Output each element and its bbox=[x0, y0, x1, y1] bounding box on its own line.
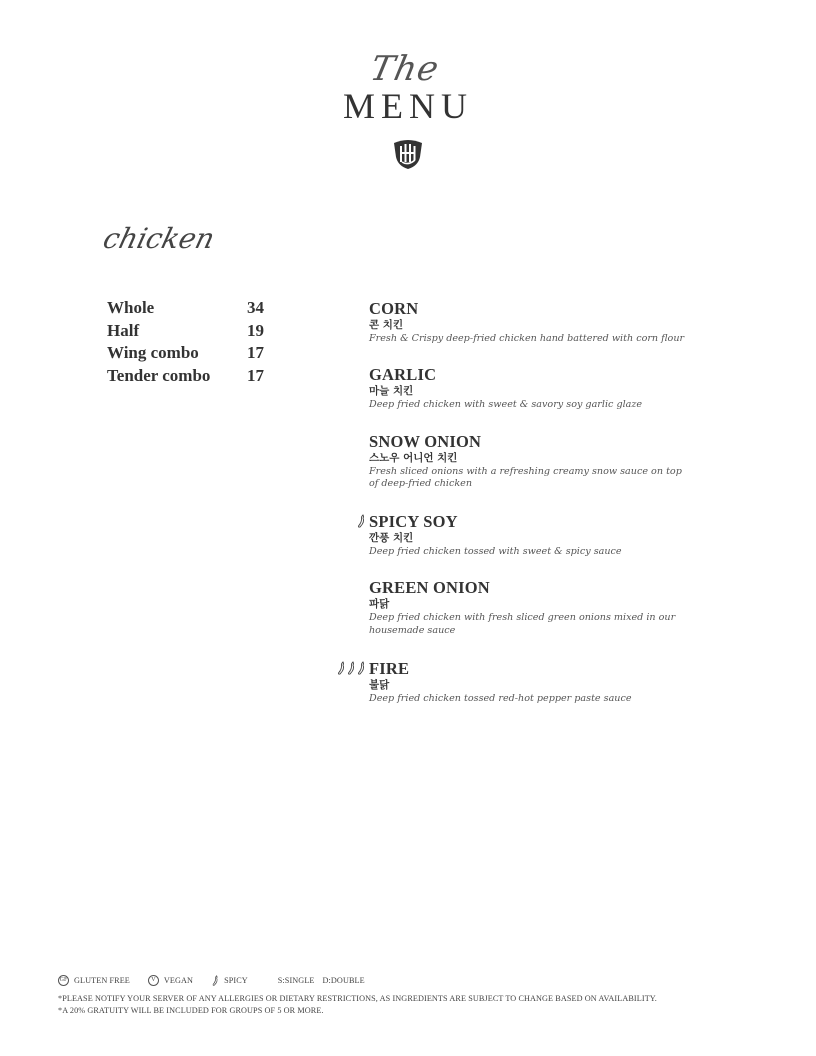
price-name: Tender combo bbox=[107, 365, 211, 385]
price-value: 17 bbox=[247, 343, 264, 363]
price-row bbox=[107, 298, 264, 321]
item-name: GARLIC bbox=[369, 365, 437, 385]
item-korean-name: 마늘 치킨 bbox=[369, 385, 414, 398]
spicy-label: SPICY bbox=[224, 976, 248, 985]
price-value: 34 bbox=[247, 298, 264, 317]
vegan-icon: V bbox=[148, 975, 159, 986]
item-name: SNOW ONION bbox=[369, 431, 482, 451]
menu-title: MENU bbox=[343, 86, 473, 126]
item-korean-name: 불닭 bbox=[369, 679, 390, 692]
item-korean-name: 깐풍 치킨 bbox=[369, 532, 414, 545]
price-list bbox=[107, 298, 264, 388]
restaurant-logo-icon bbox=[391, 138, 425, 170]
spice-indicator bbox=[357, 514, 366, 528]
item-korean-name: 스노우 어니언 치킨 bbox=[369, 451, 458, 464]
price-name: Half bbox=[107, 320, 140, 340]
item-name: SPICY SOY bbox=[369, 512, 458, 532]
the-script-title: The bbox=[366, 49, 444, 89]
menu-item bbox=[369, 365, 689, 411]
double-label: D:DOUBLE bbox=[322, 976, 365, 985]
gratuity-note: *A 20% GRATUITY WILL BE INCLUDED FOR GROUPS OF 5 OR MORE. bbox=[58, 1006, 324, 1015]
vegan-label: VEGAN bbox=[163, 976, 194, 985]
item-description: Deep fried chicken tossed with sweet & spicy sauce bbox=[369, 546, 622, 558]
menu-item bbox=[369, 512, 689, 558]
item-description: Deep fried chicken tossed red-hot pepper paste sauce bbox=[369, 693, 632, 705]
gluten-free-icon: GF bbox=[58, 975, 69, 986]
single-label: S:SINGLE bbox=[277, 976, 315, 985]
gluten-free-label: GLUTEN FREE bbox=[74, 976, 130, 985]
item-description: Fresh sliced onions with a refreshing creamy snow sauce on top of deep-fried chicken bbox=[369, 465, 682, 489]
item-korean-name: 파닭 bbox=[369, 598, 390, 611]
menu-item bbox=[369, 299, 689, 345]
price-row bbox=[107, 343, 264, 366]
spicy-pepper-icon bbox=[347, 661, 356, 675]
spicy-pepper-icon bbox=[357, 514, 366, 528]
spice-indicator bbox=[337, 661, 366, 675]
footer bbox=[58, 975, 778, 1017]
spicy-pepper-icon bbox=[211, 975, 220, 986]
price-value: 19 bbox=[247, 320, 264, 340]
item-name: CORN bbox=[369, 299, 419, 318]
item-korean-name: 콘 치킨 bbox=[369, 319, 404, 331]
dietary-legend bbox=[58, 975, 778, 986]
item-name: FIRE bbox=[369, 659, 410, 679]
price-name: Whole bbox=[107, 298, 155, 317]
price-row bbox=[107, 321, 264, 344]
menu-items bbox=[369, 299, 689, 711]
item-description: Fresh & Crispy deep-fried chicken hand battered with corn flour bbox=[369, 333, 685, 344]
item-description: Deep fried chicken with sweet & savory soy garlic glaze bbox=[369, 399, 643, 411]
menu-header bbox=[0, 49, 816, 175]
item-name: GREEN ONION bbox=[369, 578, 490, 598]
price-value: 17 bbox=[247, 365, 264, 385]
allergy-note: *PLEASE NOTIFY YOUR SERVER OF ANY ALLERGIES OR DIETARY RESTRICTIONS, AS INGREDIENTS ARE SUBJECT TO CHANGE BASED ON AVAILABILITY. bbox=[58, 994, 657, 1003]
spicy-pepper-icon bbox=[337, 661, 346, 675]
spicy-pepper-icon bbox=[357, 661, 366, 675]
price-name: Wing combo bbox=[107, 343, 199, 363]
menu-item bbox=[369, 578, 689, 637]
menu-item bbox=[369, 432, 689, 491]
item-description: Deep fried chicken with fresh sliced green onions mixed in our housemade sauce bbox=[369, 612, 676, 636]
section-title-chicken: chicken bbox=[99, 222, 219, 255]
price-row bbox=[107, 366, 264, 389]
menu-item bbox=[369, 659, 689, 705]
